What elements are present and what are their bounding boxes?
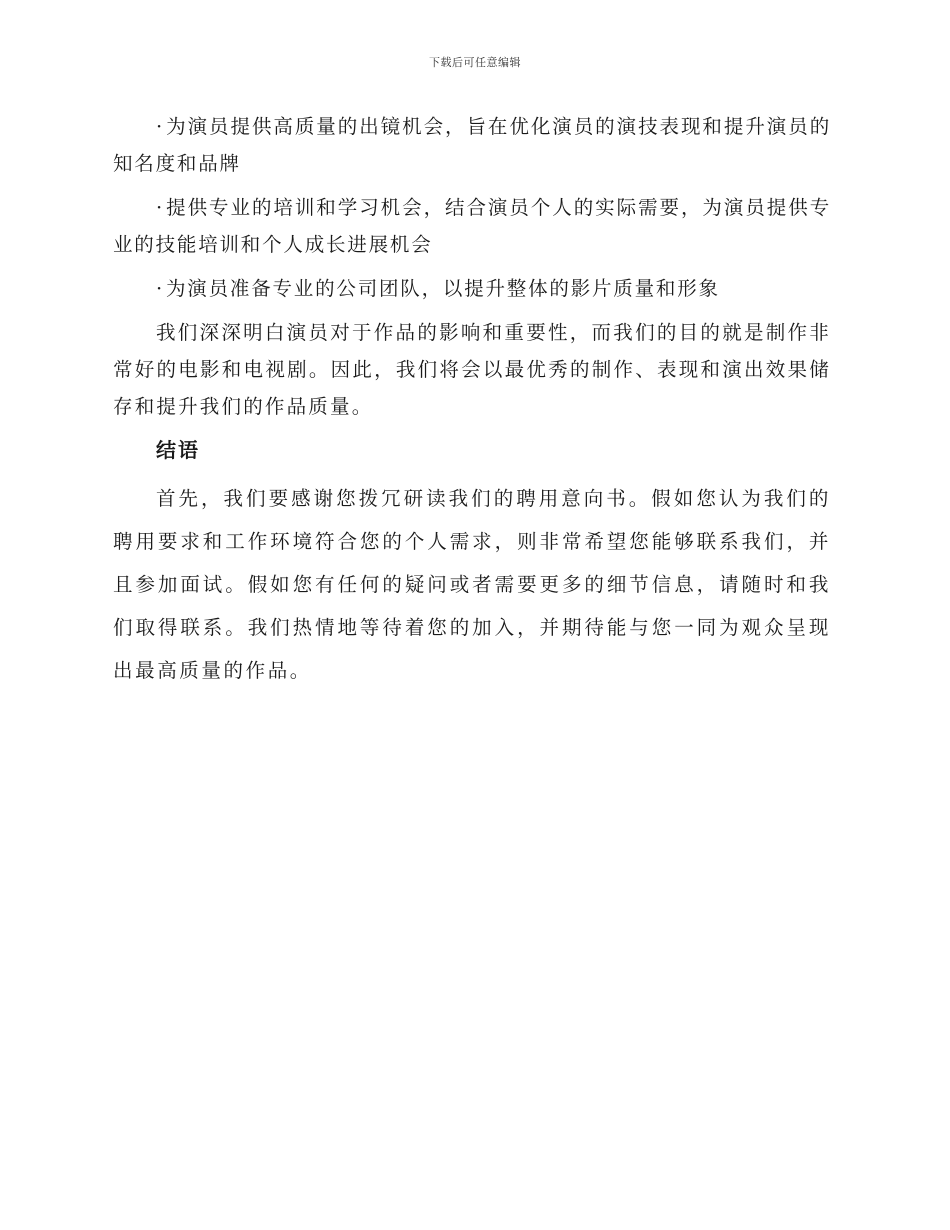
bullet-text: 为演员准备专业的公司团队，以提升整体的影片质量和形象 [166, 277, 720, 300]
bullet-item [113, 108, 831, 182]
bullet-item [113, 270, 831, 307]
body-paragraph: 我们深深明白演员对于作品的影响和重要性，而我们的目的就是制作非常好的电影和电视剧。因此，我们将会以最优秀的制作、表现和演出效果储存和提升我们的作品质量。 [113, 321, 831, 418]
bullet-mark: · [156, 115, 164, 138]
document-body [113, 108, 831, 692]
bullet-mark: · [156, 196, 164, 219]
conclusion-heading: 结语 [156, 438, 200, 462]
bullet-mark: · [156, 277, 164, 300]
page-header-note: 下载后可任意编辑 [429, 56, 521, 69]
bullet-item [113, 189, 831, 263]
conclusion-paragraph: 首先，我们要感谢您拨冗研读我们的聘用意向书。假如您认为我们的聘用要求和工作环境符合您的个人需求，则非常希望您能够联系我们，并且参加面试。假如您有任何的疑问或者需要更多的细节信息，请随时和我们取得联系。我们热情地等待着您的加入，并期待能与您一同为观众呈现出最高质量的作品。 [113, 487, 831, 682]
bullet-text: 为演员提供高质量的出镜机会，旨在优化演员的演技表现和提升演员的知名度和品牌 [113, 115, 831, 175]
bullet-text: 提供专业的培训和学习机会，结合演员个人的实际需要，为演员提供专业的技能培训和个人成长进展机会 [113, 196, 831, 256]
